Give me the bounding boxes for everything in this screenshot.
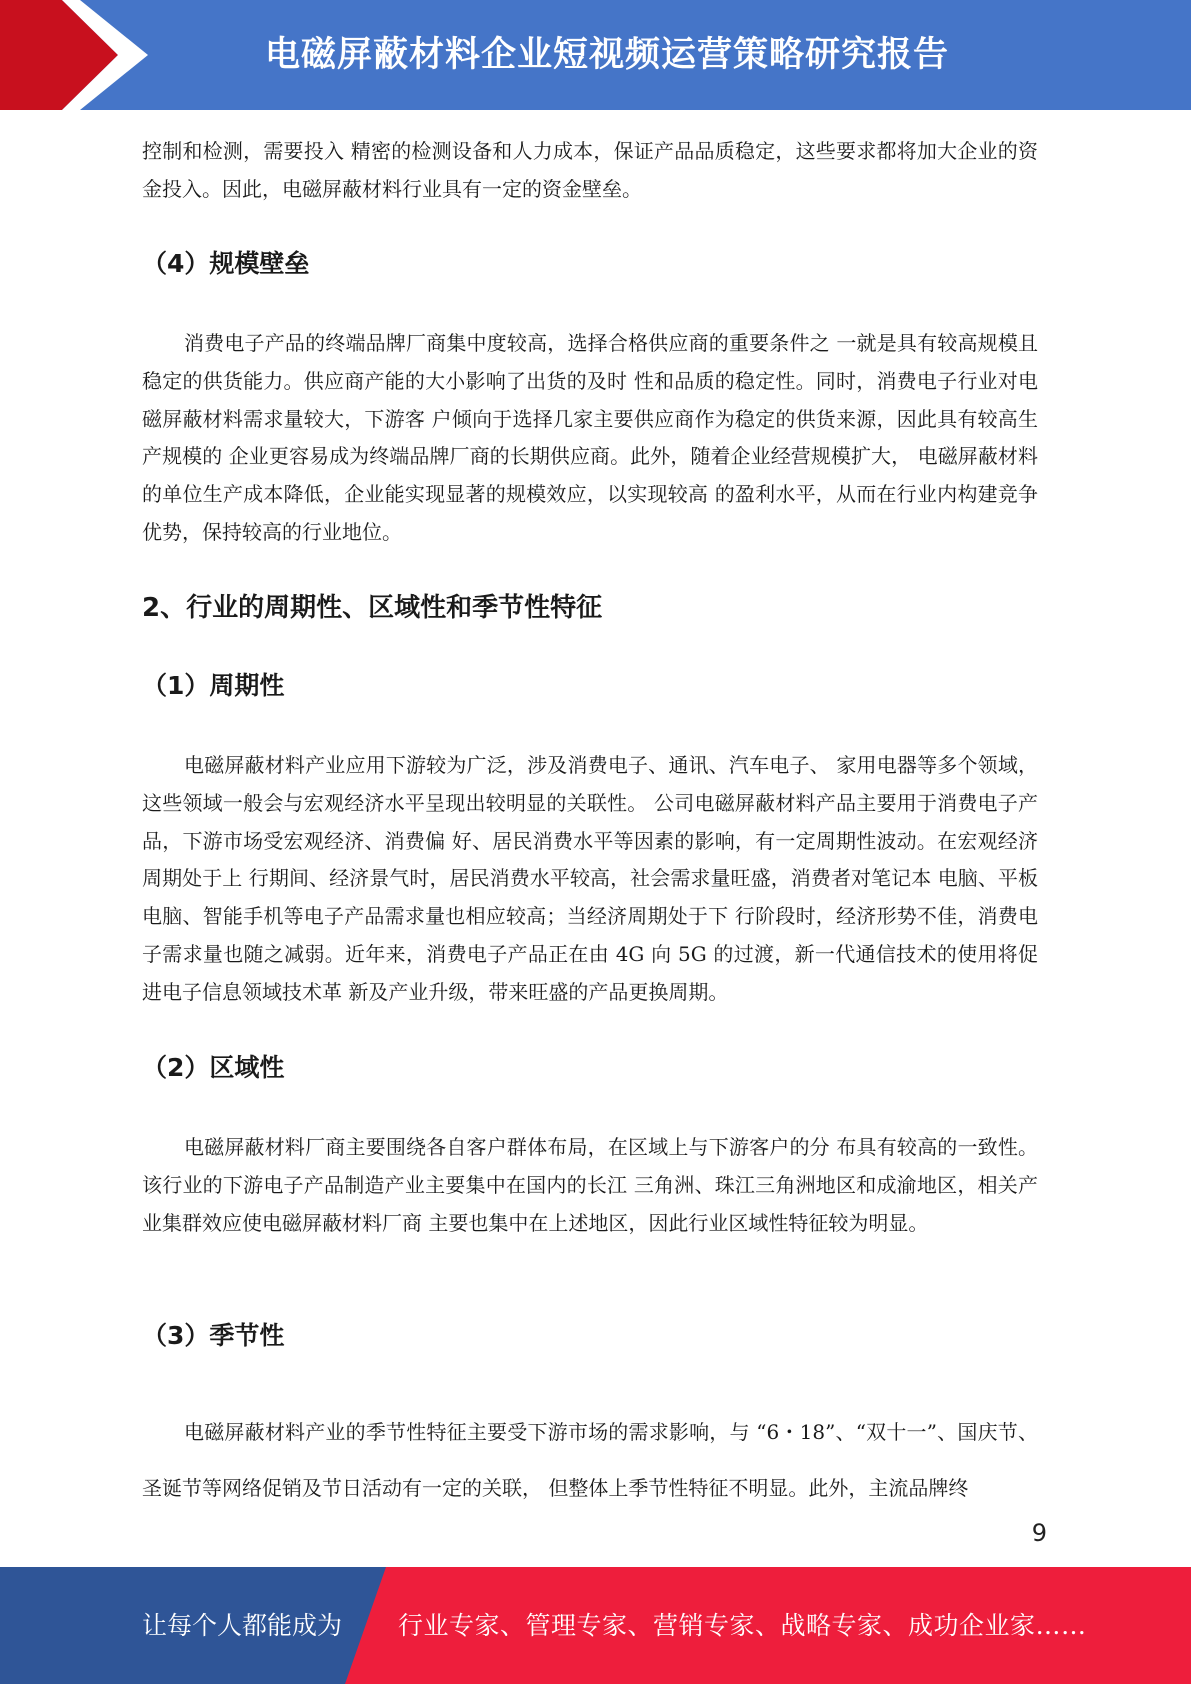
heading-regionality: （2）区域性 bbox=[142, 1053, 285, 1082]
heading-cyclicality: （1）周期性 bbox=[142, 671, 285, 700]
page-number: 9 bbox=[1031, 1519, 1047, 1547]
heading-section-2: 2、行业的周期性、区域性和季节性特征 bbox=[142, 593, 603, 623]
page-footer bbox=[0, 1567, 1191, 1684]
footer-slogan-right: 行业专家、管理专家、营销专家、战略专家、成功企业家…… bbox=[398, 1611, 1087, 1640]
page-header bbox=[0, 0, 1191, 110]
intro-paragraph: 控制和检测，需要投入 精密的检测设备和人力成本，保证产品品质稳定，这些要求都将加大企业的资 金投入。因此，电磁屏蔽材料行业具有一定的资金壁垒。 bbox=[142, 139, 1038, 201]
paragraph-seasonality: 电磁屏蔽材料产业的季节性特征主要受下游市场的需求影响，与 “6・18”、“双十一”、国庆节、圣诞节等网络促销及节日活动有一定的关联， 但整体上季节性特征不明显。此外，主流品牌终 bbox=[142, 1420, 1038, 1500]
paragraph-scale-barrier: 消费电子产品的终端品牌厂商集中度较高，选择合格供应商的重要条件之 一就是具有较高规模且稳定的供货能力。供应商产能的大小影响了出货的及时 性和品质的稳定性。同时，消费电子行业对电磁屏蔽材料需求量较大，下游客 户倾向于选择几家主要供应商作为稳定的供货来源，因此具有较高生产规模的 企业更容易成为终端品牌厂商的长期供应商。此外，随着企业经营规模扩大， 电磁屏蔽材料的单位生产成本降低，企业能实现显著的规模效应，以实现较高 的盈利水平，从而在行业内构建竞争优势，保持较高的行业地位。 bbox=[142, 331, 1038, 544]
footer-slogan-left: 让每个人都能成为 bbox=[142, 1611, 343, 1640]
heading-seasonality: （3）季节性 bbox=[142, 1321, 285, 1350]
paragraph-cyclicality: 电磁屏蔽材料产业应用下游较为广泛，涉及消费电子、通讯、汽车电子、 家用电器等多个领域，这些领域一般会与宏观经济水平呈现出较明显的关联性。 公司电磁屏蔽材料产品主要用于消费电子产品，下游市场受宏观经济、消费偏 好、居民消费水平等因素的影响，有一定周期性波动。在宏观经济周期处于上 行期间、经济景气时，居民消费水平较高，社会需求量旺盛，消费者对笔记本 电脑、平板电脑、智能手机等电子产品需求量也相应较高；当经济周期处于下 行阶段时，经济形势不佳，消费电子需求量也随之减弱。近年来，消费电子产品正在由 4G 向 5G 的过渡，新一代通信技术的使用将促进电子信息领域技术革 新及产业升级，带来旺盛的产品更换周期。 bbox=[142, 753, 1038, 1004]
paragraph-regionality: 电磁屏蔽材料厂商主要围绕各自客户群体布局，在区域上与下游客户的分 布具有较高的一致性。该行业的下游电子产品制造产业主要集中在国内的长江 三角洲、珠江三角洲地区和成渝地区，相关产业集群效应使电磁屏蔽材料厂商 主要也集中在上述地区，因此行业区域性特征较为明显。 bbox=[142, 1135, 1038, 1235]
document-title: 电磁屏蔽材料企业短视频运营策略研究报告 bbox=[265, 35, 950, 75]
heading-scale-barrier: （4）规模壁垒 bbox=[142, 249, 310, 278]
